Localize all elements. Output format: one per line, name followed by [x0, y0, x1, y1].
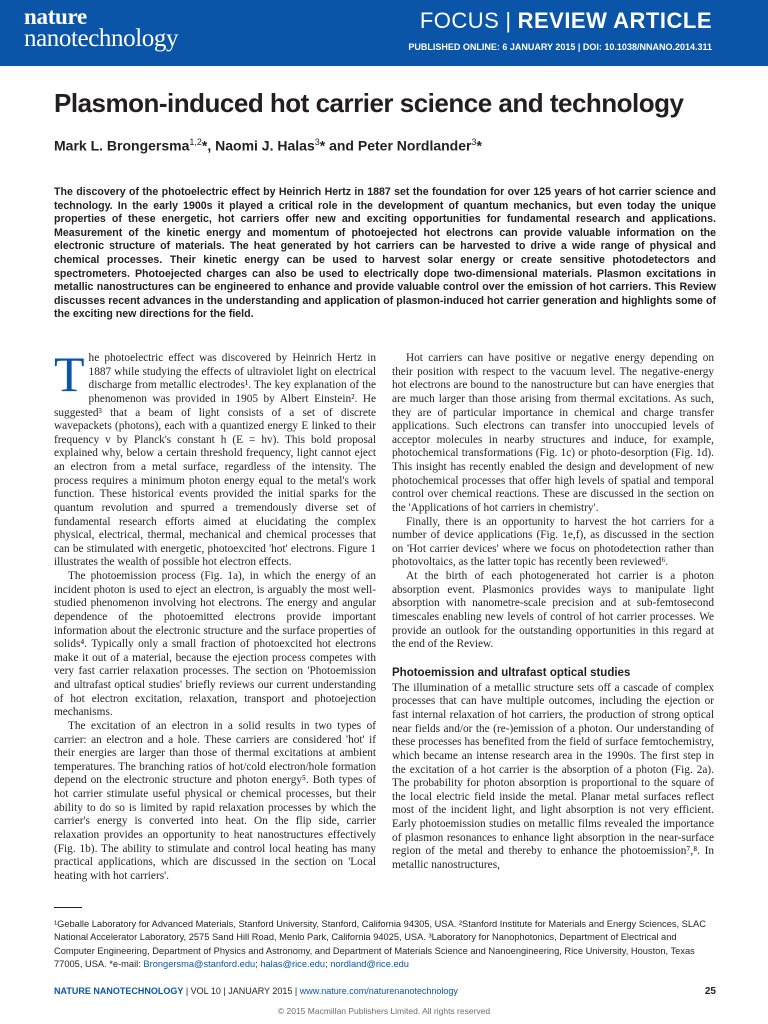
body-column-right	[392, 352, 714, 873]
section-heading: Photoemission and ultrafast optical studies	[392, 666, 631, 679]
author-separator: * and	[319, 137, 354, 154]
article-type-label: REVIEW ARTICLE	[517, 8, 712, 33]
email-link[interactable]: Brongersma@stanford.edu	[143, 959, 256, 970]
body-paragraph: The photoemission process (Fig. 1a), in which the energy of an incident photon is used to eject an electron, is arguably the most well-studied phenomenon involving hot electrons. The energy and angular dependence of the photoemitted electrons provide important information about the electronic structure and the surface properties of solids⁴. Typically only a small fraction of photoexcited hot electrons make it out of a material, because the ejection process competes with very fast carrier relaxation processes. The section on 'Photoemission and ultrafast optical studies' briefly reviews our current understanding of hot electron excitation, relaxation, transport and photoejection mechanisms.	[54, 570, 376, 719]
drop-cap: T	[54, 346, 85, 402]
section-separator: |	[505, 8, 512, 33]
page-footer	[54, 986, 716, 996]
footnote-divider	[54, 907, 82, 908]
email-separator: ;	[325, 959, 331, 970]
publication-info: PUBLISHED ONLINE: 6 JANUARY 2015 | DOI: 10.1038/NNANO.2014.311	[408, 42, 712, 52]
abstract: The discovery of the photoelectric effect by Heinrich Hertz in 1887 set the foundation for over 125 years of hot carrier science and technology. In the early 1900s it played a critical role in the development of quantum mechanics, but even today the unique properties of these energetic, hot carriers offer new and exciting opportunities for fundamental research and applications. Measurement of the kinetic energy and momentum of photoejected hot electrons can provide valuable information on the electronic structure of materials. The heat generated by hot carriers can be harvested to drive a wide range of physical and chemical processes. Their kinetic energy can be used to harvest solar energy or create sensitive photodetectors and spectrometers. Photoejected charges can also be used to electrically dope two-dimensional materials. Plasmon excitations in metallic nanostructures can be engineered to enhance and provide valuable control over the emission of hot carriers. This Review discusses recent advances in the understanding and application of plasmon-induced hot carrier generation and highlights some of the exciting new directions for the field.	[54, 186, 716, 321]
email-link[interactable]: halas@rice.edu	[260, 959, 326, 970]
author-separator: *	[476, 137, 482, 154]
body-paragraph: The illumination of a metallic structure sets off a cascade of complex processes that can have multiple outcomes, including the ejection or fast internal relaxation of hot carriers, the production of strong optical near fields and/or the (re-)emission of a photon. Our understanding of these processes has benefited from the field of surface femtochemistry, which became an intense research area in the 1990s. The first step in the excitation of a hot carrier is the absorption of a photon (Fig. 2a). The probability for photon absorption is proportional to the square of the local electric field inside the metal. Planar metal surfaces reflect most of the incident light, and light absorption is not very efficient. Early photoemission studies on metallic films revealed the importance of plasmon resonances to enhance light absorption in the near-surface region of the metal and thereby to enhance the photoemission⁷,⁸. In metallic nanostructures,	[392, 681, 714, 871]
affiliation-marker: 3	[314, 137, 320, 147]
author-name[interactable]: Peter Nordlander	[357, 137, 472, 154]
paragraph-text: he photoelectric effect was discovered by Heinrich Hertz in 1887 while studying the effects of ultraviolet light on electrical discharge from metallic electrodes¹. The key explanation of the phenomenon was provided in 1905 by Albert Einstein². He suggested³ that a beam of light consists of a set of discrete wavepackets (photons), each with a quantized energy E linked to their frequency v by Planck's constant h (E = hv). This bold proposal explained why, below a certain threshold frequency, light cannot eject an electron from a metal surface, regardless of the intensity. The process requires a minimum photon energy equal to the metal's work function. These historical events provided the initial sparks for the quantum revolution and spurred a tremendously diverse set of fundamental research efforts aimed at elucidating the complex physical, electrical, thermal, mechanical and chemical processes that can be stimulated with energetic, photoexcited 'hot' electrons. Figure 1 illustrates the wealth of possible hot electron effects.	[54, 352, 376, 569]
page-number: 25	[704, 986, 716, 997]
affiliation-marker: 3	[471, 137, 477, 147]
author-separator: *,	[201, 137, 212, 154]
footer-volume: | VOL 10 | JANUARY 2015 |	[183, 986, 300, 996]
body-paragraph: At the birth of each photogenerated hot carrier is a photon absorption event. Plasmonics provides ways to manipulate light absorption with nanometre-scale precision and at sub-femtosecond timescales enabling new levels of control of hot carrier processes. We provide an outlook for the outstanding opportunities in this regard at the end of the Review.	[392, 570, 714, 651]
logo-line-nanotechnology: nanotechnology	[24, 25, 179, 52]
body-paragraph	[54, 346, 376, 570]
body-column-left	[54, 346, 376, 883]
logo-line-nature: nature	[24, 4, 87, 29]
affiliation-marker: 1,2	[189, 137, 202, 147]
journal-banner	[0, 0, 768, 66]
email-separator: ;	[255, 959, 261, 970]
body-paragraph: Finally, there is an opportunity to harvest the hot carriers for a number of device applications (Fig. 1e,f), as discussed in the section on 'Hot carrier devices' where we focus on photodetection rather than photovoltaics, as the latter topic has recently been reviewed⁶.	[392, 515, 714, 569]
body-paragraph: Hot carriers can have positive or negative energy depending on their position with respect to the vacuum level. The negative-energy hot electrons are bound to the nanostructure but can have energies that are much larger than those arising from thermal excitations. As such, they are of particular importance in chemical and charge transfer applications. Such electrons can transfer into unoccupied levels of acceptor molecules in nearby structures and induce, for example, photochemical transformations (Fig. 1c) or photo-desorption (Fig. 1d). This insight has recently enabled the design and development of new photochemical processes that offer high levels of spatial and temporal control over chemical reactions. These are discussed in the section on the 'Applications of hot carriers in chemistry'.	[392, 352, 714, 514]
affiliation-text: ¹Geballe Laboratory for Advanced Materials, Stanford University, Stanford, California 94305, USA. ²Stanford Institute for Materials and Energy Sciences, SLAC National Accelerator Laboratory, 2575 Sand Hill Road, Menlo Park, California 94025, USA. ³Laboratory for Nanophotonics, Department of Electrical and Computer Engineering, Department of Physics and Astronomy, and Department of Materials Science and Nanoengineering, Rice University, Houston, Texas 77005, USA. *e-mail:	[54, 919, 706, 970]
section-label	[420, 8, 712, 34]
footer-journal-link[interactable]: www.nature.com/naturenanotechnology	[299, 986, 458, 996]
author-list	[54, 137, 482, 154]
journal-logo[interactable]	[24, 6, 178, 50]
affiliations-footnote	[54, 918, 716, 972]
footer-journal-name: NATURE NANOTECHNOLOGY	[54, 986, 184, 996]
author-name[interactable]: Naomi J. Halas	[215, 137, 315, 154]
article-title: Plasmon-induced hot carrier science and technology	[54, 88, 684, 118]
body-paragraph: The excitation of an electron in a solid results in two types of carrier: an electron and a hole. These carriers are considered 'hot' if their energies are larger than those of thermal excitations at ambient temperatures. The branching ratios of hot/cold electron/hole formation depend on the electronic structure and photon energy⁵. Both types of hot carrier stimulate useful physical or chemical processes, but their ability to do so is limited by rapid relaxation processes by which the carrier's energy is converted into heat. On the flip side, carrier relaxation provides an opportunity to heat nanostructures effectively (Fig. 1b). The ability to stimulate and control local heating has many practical applications, which are discussed in the section on 'Local heating with hot carriers'.	[54, 719, 376, 882]
email-link[interactable]: nordland@rice.edu	[330, 959, 409, 970]
copyright-notice: © 2015 Macmillan Publishers Limited. All rights reserved	[277, 1006, 491, 1016]
author-name[interactable]: Mark L. Brongersma	[54, 137, 190, 154]
focus-label: FOCUS	[419, 8, 500, 33]
